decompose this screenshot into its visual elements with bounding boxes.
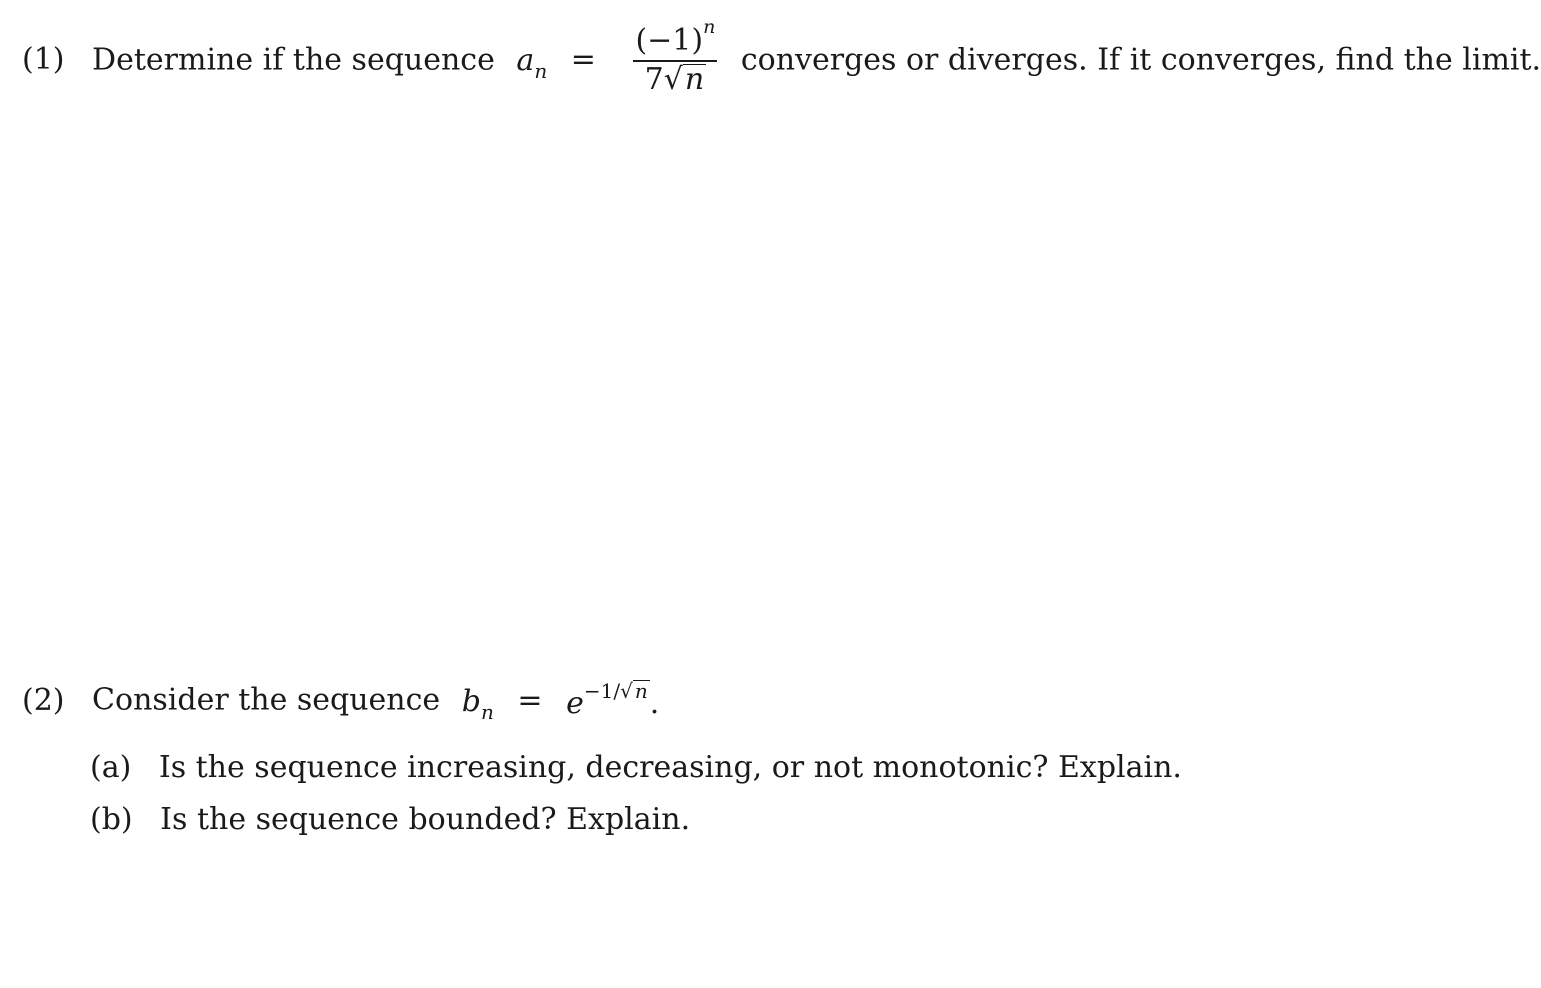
square-root: √ n	[620, 679, 648, 703]
exponential-expression: $e^{-1/√ n}$.	[566, 679, 660, 721]
problem-1	[22, 16, 1541, 97]
fraction-numerator: $(-1)^n$	[635, 16, 716, 58]
problem-2	[22, 679, 660, 724]
exponent: −1/√ n	[583, 679, 648, 703]
equals-sign: =	[570, 42, 596, 78]
part-label: (b)	[90, 802, 133, 837]
problem-number: (2)	[22, 682, 65, 718]
fraction-denominator: 7√n	[644, 61, 705, 97]
sequence-variable: $b_n$	[461, 683, 494, 724]
equals-sign: =	[517, 682, 543, 718]
problem-2-part-a	[90, 750, 1182, 785]
problem-text: Determine if the sequence	[92, 42, 495, 78]
problem-number: (1)	[22, 42, 65, 78]
part-text: Is the sequence bounded? Explain.	[160, 802, 691, 837]
fraction	[633, 16, 717, 97]
sequence-variable: $a_n$	[516, 43, 548, 84]
problem-2-part-b	[90, 802, 690, 837]
part-label: (a)	[90, 750, 132, 785]
problem-text: Consider the sequence	[92, 682, 441, 718]
square-root: √n	[663, 61, 705, 97]
part-text: Is the sequence increasing, decreasing, or not monotonic? Explain.	[158, 750, 1182, 785]
problem-text-after: converges or diverges. If it converges, find the limit.	[740, 42, 1541, 78]
